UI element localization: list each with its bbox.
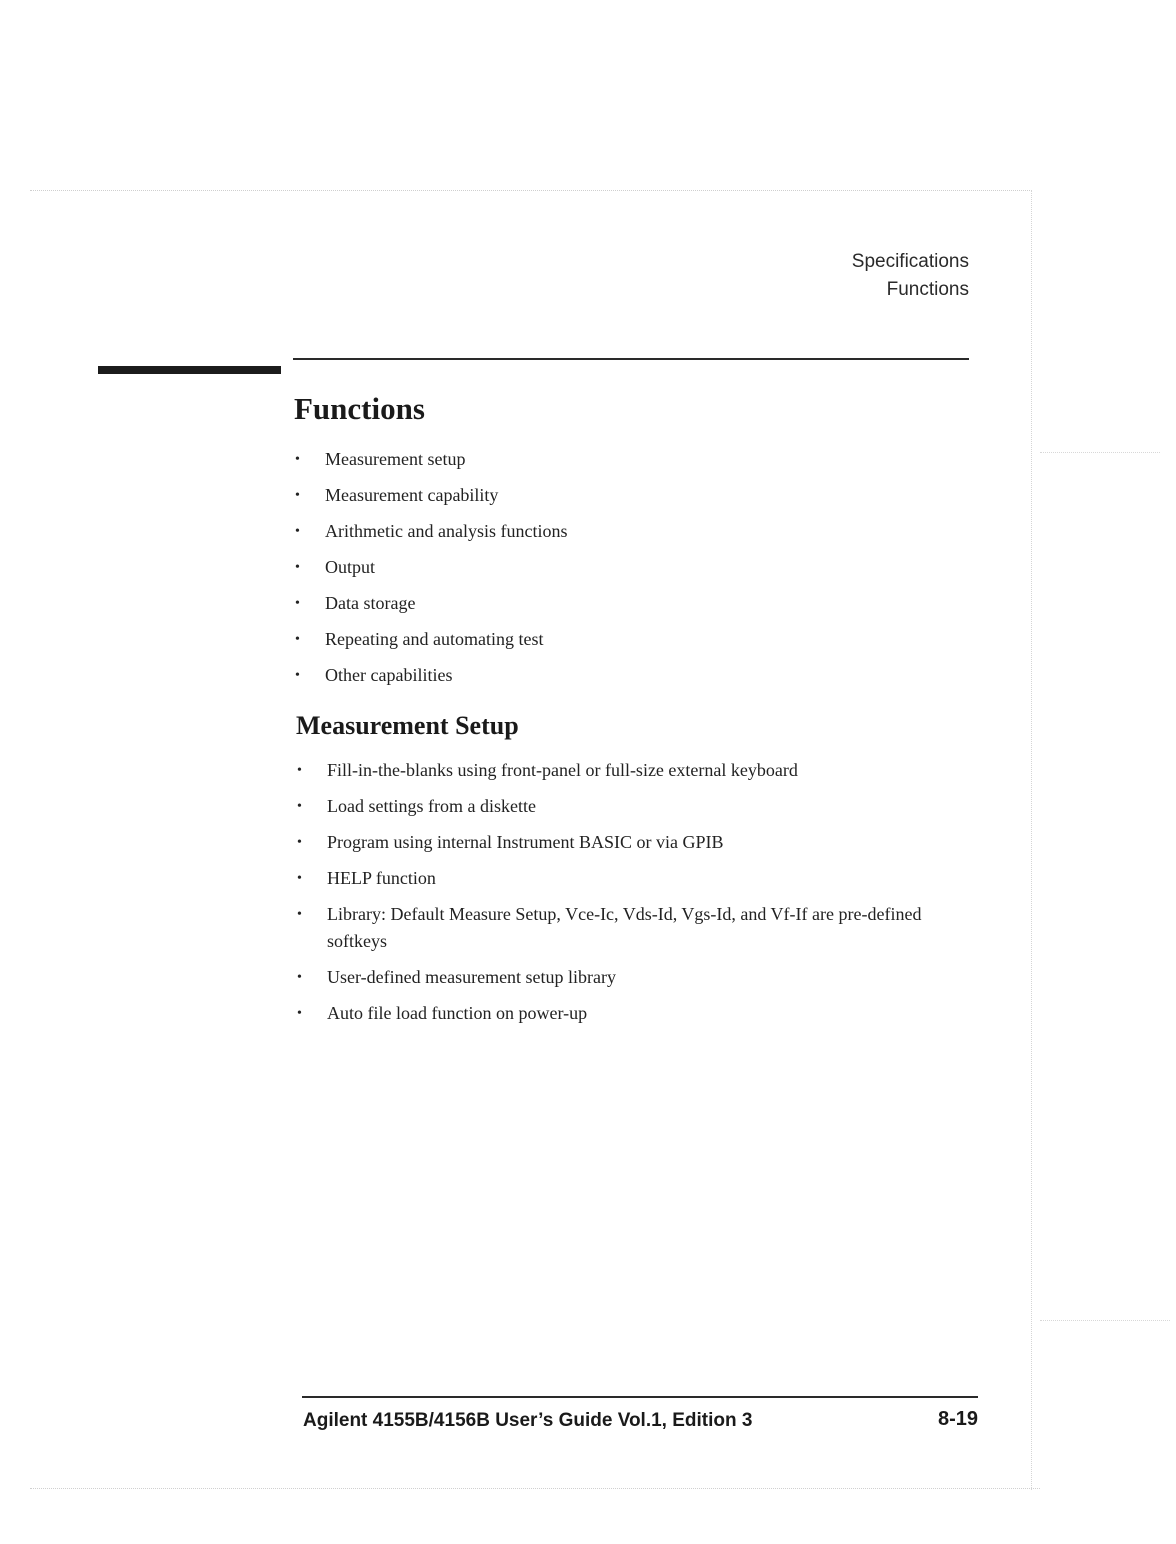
list-item [294,662,934,689]
bullet-icon: • [297,763,302,778]
list-item-text: User-defined measurement setup library [327,967,617,987]
scan-edge-mark [1040,452,1160,453]
list-item [294,518,934,545]
section-marker-bar [98,366,281,374]
list-item [294,829,934,856]
measurement-setup-list [294,757,934,1027]
running-header [852,248,969,304]
list-item [294,554,934,581]
list-item-text: Repeating and automating test [325,629,544,649]
list-item-text: Library: Default Measure Setup, Vce-Ic, Vds-Id, Vgs-Id, and Vf-If are pre-defined softkeys [327,904,922,951]
bullet-icon: • [297,970,302,985]
list-item-text: Data storage [325,593,416,613]
list-item-text: Measurement capability [325,485,499,505]
bullet-icon: • [297,835,302,850]
list-item [294,590,934,617]
list-item [294,446,934,473]
list-item [294,865,934,892]
list-item-text: Auto file load function on power-up [327,1003,588,1023]
bullet-icon: • [295,488,300,503]
scan-edge-right [1031,190,1032,1490]
bullet-icon: • [295,596,300,611]
page-number: 8-19 [937,1408,978,1430]
list-item-text: Arithmetic and analysis functions [325,521,568,541]
list-item-text: HELP function [327,868,436,888]
bullet-icon: • [297,907,302,922]
scan-edge-top [30,190,1030,191]
footer-rule [302,1396,978,1398]
list-item [294,793,934,820]
section-title: Functions [294,391,425,426]
list-item-text: Program using internal Instrument BASIC or via GPIB [327,832,724,852]
section-rule [293,358,969,360]
bullet-icon: • [295,452,300,467]
bullet-icon: • [295,632,300,647]
footer-title: Agilent 4155B/4156B User’s Guide Vol.1, Edition 3 [303,1410,753,1431]
list-item [294,626,934,653]
running-header-chapter: Specifications [851,251,969,272]
list-item [294,901,934,955]
bullet-icon: • [295,560,300,575]
list-item-text: Other capabilities [325,665,453,685]
bullet-icon: • [297,799,302,814]
subsection-title: Measurement Setup [296,711,519,740]
list-item [294,482,934,509]
scan-edge-bottom [30,1488,1040,1489]
bullet-icon: • [297,1006,302,1021]
bullet-icon: • [295,668,300,683]
running-header-section: Functions [886,279,969,300]
list-item-text: Output [325,557,376,577]
bullet-icon: • [295,524,300,539]
page-body [294,388,934,1036]
scan-edge-mark [1040,1320,1170,1321]
list-item-text: Measurement setup [325,449,466,469]
list-item [294,964,934,991]
functions-list [294,446,934,689]
bullet-icon: • [297,871,302,886]
list-item [294,757,934,784]
list-item-text: Load settings from a diskette [327,796,536,816]
list-item [294,1000,934,1027]
list-item-text: Fill-in-the-blanks using front-panel or full-size external keyboard [327,760,798,780]
